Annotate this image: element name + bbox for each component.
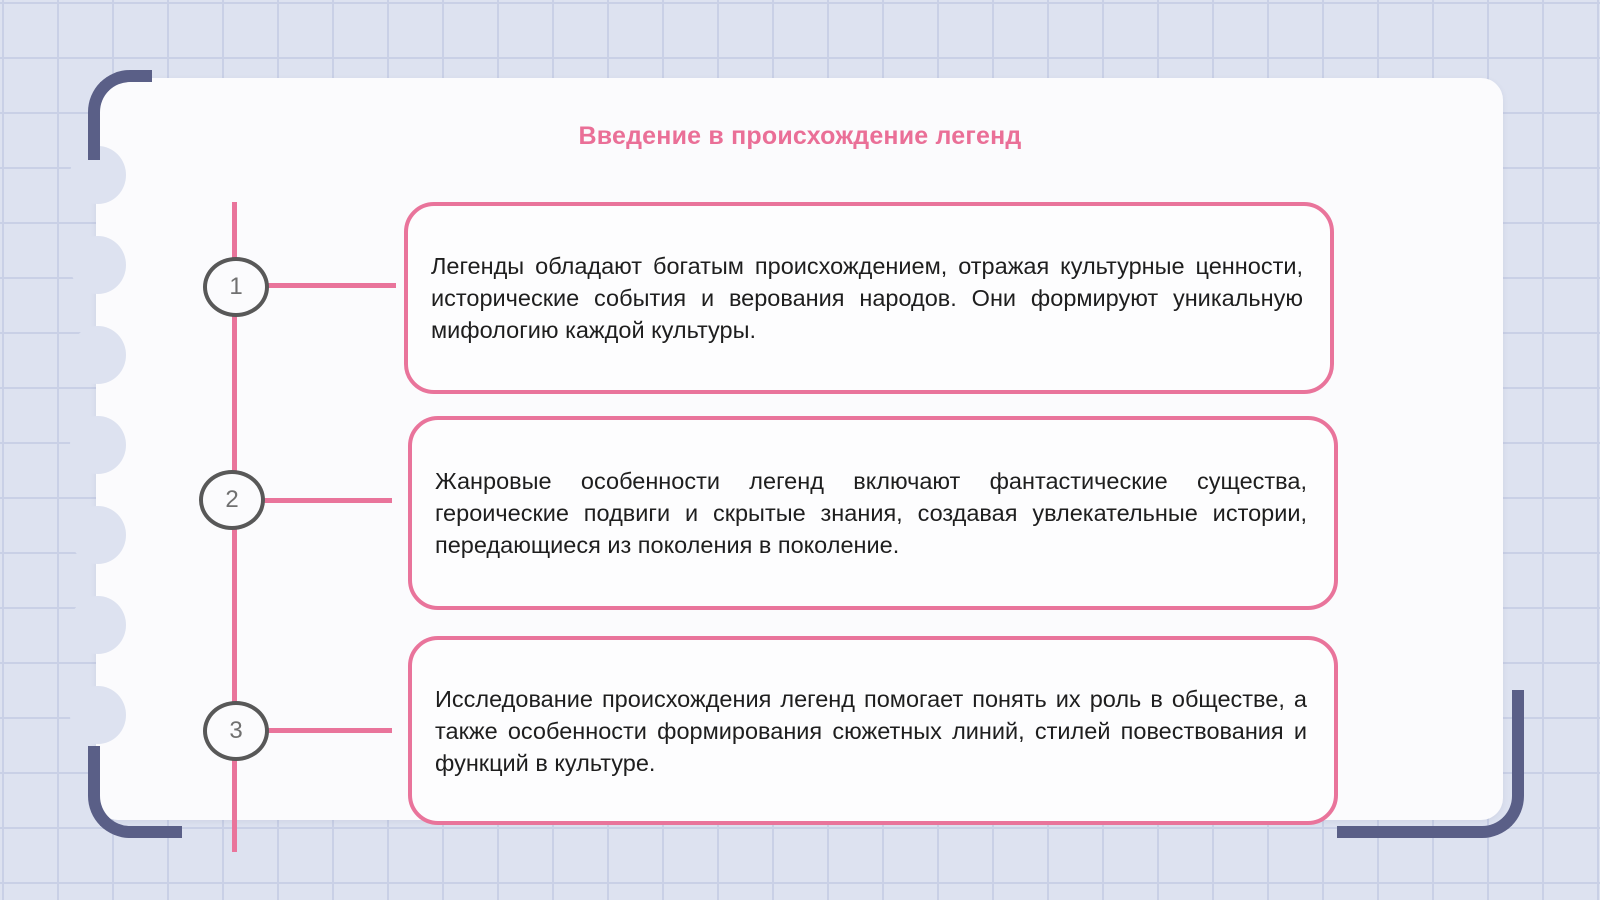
- paper-scallop: [70, 236, 126, 294]
- timeline-connector: [262, 498, 392, 503]
- paper-scallop: [70, 596, 126, 654]
- frame-corner-bottom-right: [1337, 690, 1524, 838]
- timeline-node-2: 2: [199, 470, 265, 530]
- paper-scallop: [70, 326, 126, 384]
- info-card-text: Исследование происхождения легенд помогает понять их роль в обществе, а также особенности формирования сюжетных линий, стилей повествования и функций в культуре.: [435, 685, 1307, 776]
- timeline-connector: [266, 728, 392, 733]
- paper-scallop: [70, 416, 126, 474]
- info-card-1: [404, 202, 1334, 394]
- timeline-node-3: 3: [203, 701, 269, 761]
- paper-scallop: [70, 686, 126, 744]
- slide-title: Введение в происхождение легенд: [578, 122, 1022, 150]
- info-card-3: [408, 636, 1338, 825]
- frame-corner-bottom-left: [88, 746, 182, 838]
- timeline-node-1: 1: [203, 257, 269, 317]
- paper-scallop: [70, 506, 126, 564]
- info-card-text: Жанровые особенности легенд включают фантастические существа, героические подвиги и скрытые знания, создавая увлекательные истории, передающиеся из поколения в поколение.: [435, 468, 1307, 558]
- timeline-connector: [266, 283, 396, 288]
- info-card-2: [408, 416, 1338, 610]
- info-card-text: Легенды обладают богатым происхождением, отражая культурные ценности, исторические события и верования народов. Они формируют уникальную мифологию каждой культуры.: [431, 253, 1303, 343]
